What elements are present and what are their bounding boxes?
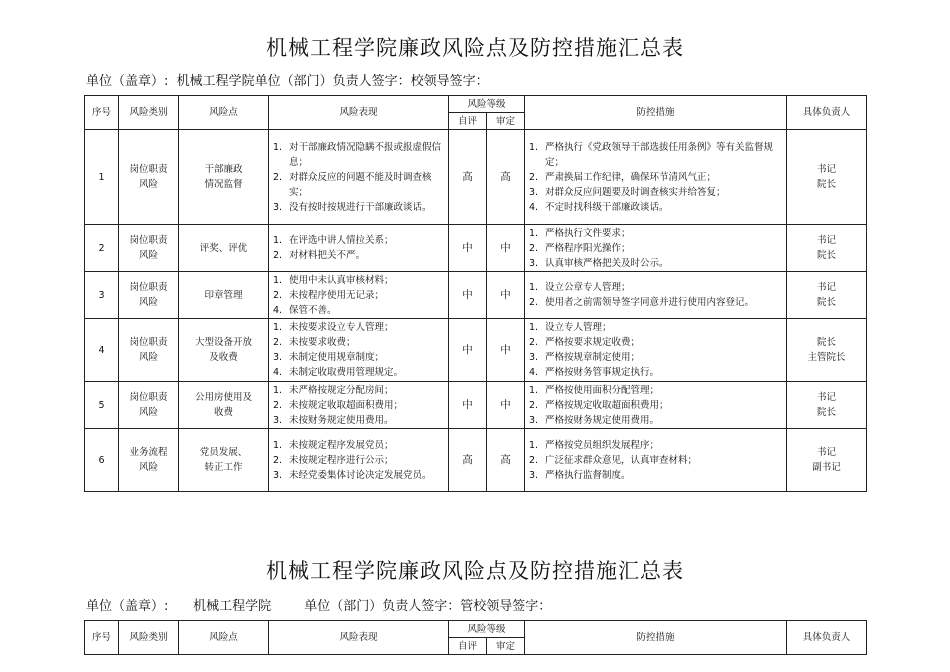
list-item bbox=[527, 170, 784, 185]
list-item-number: 1. bbox=[529, 384, 539, 396]
list-item-text: 未按程序使用无记录； bbox=[289, 289, 385, 301]
table-row bbox=[85, 319, 867, 382]
list-item-text: 严格按规章制定使用； bbox=[545, 352, 641, 363]
list-item bbox=[271, 288, 446, 303]
list-item bbox=[271, 350, 446, 365]
list-item-text: 未严格按规定分配房间； bbox=[289, 384, 394, 396]
list-item-number: 2. bbox=[273, 399, 283, 411]
row-seq: 5 bbox=[85, 382, 119, 429]
risk-manifestation bbox=[269, 382, 449, 429]
list-item-text: 严格按要求规定收费； bbox=[545, 337, 641, 348]
list-item-text: 对群众反应问题要及时调查核实并给答复； bbox=[545, 186, 726, 198]
responsible-person: 书记 院长 bbox=[787, 272, 867, 319]
list-item-text: 不定时找科级干部廉政谈话。 bbox=[545, 201, 669, 213]
risk-category: 岗位职责 风险 bbox=[119, 382, 179, 429]
list-item-number: 4. bbox=[273, 367, 283, 378]
list-item bbox=[271, 383, 446, 398]
list-item-number: 2. bbox=[529, 242, 539, 254]
list-item-text: 认真审核严格把关及时公示。 bbox=[545, 257, 669, 269]
list-item-number: 1. bbox=[273, 439, 283, 451]
self-evaluation-level: 高 bbox=[449, 429, 487, 492]
list-item-text: 严格按使用面积分配管理； bbox=[545, 384, 660, 396]
unit-signature-line: 单位（盖章）: 机械工程学院单位（部门）负责人签字：校领导签字： bbox=[86, 74, 489, 89]
header-review: 审定 bbox=[487, 113, 525, 130]
list-item bbox=[271, 200, 446, 215]
review-level: 中 bbox=[487, 225, 525, 272]
list-item-number: 2. bbox=[273, 289, 283, 301]
list-item bbox=[527, 280, 784, 295]
list-item-text: 设立专人管理； bbox=[545, 322, 612, 333]
list-item bbox=[271, 248, 446, 263]
list-item-number: 4. bbox=[529, 201, 539, 213]
risk-category: 岗位职责 风险 bbox=[119, 272, 179, 319]
list-item-number: 1. bbox=[529, 439, 539, 451]
responsible-person: 书记 院长 bbox=[787, 130, 867, 225]
list-item bbox=[527, 295, 784, 310]
risk-point: 干部廉政 情况监督 bbox=[179, 130, 269, 225]
prevention-measures bbox=[525, 272, 787, 319]
document-title-repeat: 机械工程学院廉政风险点及防控措施汇总表 bbox=[266, 559, 684, 583]
responsible-person: 书记 院长 bbox=[787, 225, 867, 272]
list-item-text: 未按要求设立专人管理； bbox=[289, 322, 394, 333]
list-item bbox=[527, 383, 784, 398]
list-item bbox=[271, 170, 446, 200]
row-seq: 2 bbox=[85, 225, 119, 272]
header-risk-category: 风险类别 bbox=[119, 96, 179, 130]
list-item-text: 严格程序阳光操作； bbox=[545, 242, 631, 254]
prevention-measures bbox=[525, 382, 787, 429]
header-prevention-measures: 防控措施 bbox=[525, 96, 787, 130]
list-item-text: 严格按规定收取超面积费用； bbox=[545, 399, 669, 411]
header-self-evaluation: 自评 bbox=[449, 113, 487, 130]
table-row bbox=[85, 429, 867, 492]
list-item-number: 3. bbox=[273, 352, 283, 363]
list-item-number: 1. bbox=[529, 227, 539, 239]
header-review: 审定 bbox=[487, 638, 525, 655]
risk-manifestation bbox=[269, 225, 449, 272]
list-item-number: 3. bbox=[529, 186, 539, 198]
list-item-text: 严格按财务规定使用费用。 bbox=[545, 414, 660, 426]
review-level: 中 bbox=[487, 382, 525, 429]
list-item bbox=[271, 365, 446, 380]
list-item-text: 严格按党员组织发展程序； bbox=[545, 439, 660, 451]
header-seq: 序号 bbox=[85, 96, 119, 130]
list-item-text: 未按财务规定使用费用。 bbox=[289, 414, 394, 426]
self-evaluation-level: 高 bbox=[449, 130, 487, 225]
prevention-measures bbox=[525, 319, 787, 382]
list-item bbox=[527, 140, 784, 170]
list-item-text: 严肃换届工作纪律，确保环节清风气正； bbox=[545, 171, 717, 183]
risk-category: 岗位职责 风险 bbox=[119, 319, 179, 382]
list-item-number: 1. bbox=[529, 282, 539, 293]
prevention-measures bbox=[525, 130, 787, 225]
header-seq: 序号 bbox=[85, 621, 119, 655]
list-item-number: 2. bbox=[529, 337, 539, 348]
list-item-text: 未按规定程序进行公示； bbox=[289, 454, 394, 466]
header-risk-point: 风险点 bbox=[179, 621, 269, 655]
list-item-text: 对材料把关不严。 bbox=[289, 250, 366, 261]
list-item bbox=[527, 365, 784, 380]
list-item-number: 3. bbox=[529, 352, 539, 363]
review-level: 中 bbox=[487, 319, 525, 382]
list-item-number: 2. bbox=[529, 454, 539, 466]
review-level: 高 bbox=[487, 429, 525, 492]
risk-point: 公用房使用及 收费 bbox=[179, 382, 269, 429]
list-item-number: 3. bbox=[529, 414, 539, 426]
table-row bbox=[85, 382, 867, 429]
list-item bbox=[527, 256, 784, 271]
list-item-text: 在评选中讲人情拉关系； bbox=[289, 235, 394, 246]
list-item-text: 使用中未认真审核材料； bbox=[289, 274, 394, 286]
list-item-number: 1. bbox=[273, 322, 283, 333]
list-item bbox=[271, 335, 446, 350]
list-item bbox=[527, 185, 784, 200]
list-item-text: 严格按财务管事规定执行。 bbox=[545, 367, 660, 378]
risk-summary-table bbox=[84, 95, 867, 492]
risk-point: 大型设备开放 及收费 bbox=[179, 319, 269, 382]
row-seq: 6 bbox=[85, 429, 119, 492]
list-item bbox=[271, 413, 446, 428]
document-title: 机械工程学院廉政风险点及防控措施汇总表 bbox=[266, 36, 684, 60]
unit-signature-line-repeat: 单位（盖章）: 机械工程学院 单位（部门）负责人签字：管校领导签字： bbox=[86, 599, 552, 614]
list-item bbox=[527, 335, 784, 350]
risk-point: 评奖、评优 bbox=[179, 225, 269, 272]
list-item bbox=[271, 233, 446, 248]
list-item-number: 1. bbox=[273, 141, 283, 153]
list-item-number: 3. bbox=[529, 469, 539, 481]
list-item-text: 未按要求收费； bbox=[289, 337, 356, 348]
list-item bbox=[527, 453, 784, 468]
header-responsible-person: 具体负责人 bbox=[787, 96, 867, 130]
table-row bbox=[85, 130, 867, 225]
self-evaluation-level: 中 bbox=[449, 382, 487, 429]
header-risk-level: 风险等级 bbox=[449, 621, 525, 638]
list-item-number: 2. bbox=[529, 171, 539, 183]
review-level: 高 bbox=[487, 130, 525, 225]
list-item-number: 2. bbox=[529, 297, 539, 308]
list-item-text: 未按规定收取超面积费用； bbox=[289, 399, 404, 411]
list-item bbox=[527, 398, 784, 413]
row-seq: 3 bbox=[85, 272, 119, 319]
self-evaluation-level: 中 bbox=[449, 225, 487, 272]
list-item bbox=[271, 303, 446, 318]
list-item bbox=[271, 438, 446, 453]
list-item-number: 2. bbox=[273, 250, 283, 261]
list-item-text: 广泛征求群众意见，认真审查材料； bbox=[545, 454, 698, 466]
header-risk-manifestation: 风险表现 bbox=[269, 96, 449, 130]
list-item bbox=[527, 413, 784, 428]
list-item bbox=[271, 398, 446, 413]
header-responsible-person: 具体负责人 bbox=[787, 621, 867, 655]
list-item-number: 4. bbox=[273, 304, 283, 316]
row-seq: 1 bbox=[85, 130, 119, 225]
risk-manifestation bbox=[269, 130, 449, 225]
list-item-text: 严格执行文件要求； bbox=[545, 227, 631, 239]
risk-category: 岗位职责 风险 bbox=[119, 225, 179, 272]
list-item-text: 没有按时按规进行干部廉政谈话。 bbox=[289, 201, 432, 213]
header-risk-manifestation: 风险表现 bbox=[269, 621, 449, 655]
list-item-text: 保管不善。 bbox=[289, 304, 337, 316]
list-item bbox=[271, 453, 446, 468]
risk-point: 党员发展、 转正工作 bbox=[179, 429, 269, 492]
list-item-text: 对群众反应的问题不能及时调查核实； bbox=[289, 171, 432, 198]
list-item-number: 1. bbox=[529, 141, 539, 153]
responsible-person: 院长 主管院长 bbox=[787, 319, 867, 382]
list-item-number: 2. bbox=[273, 171, 283, 183]
list-item-number: 3. bbox=[529, 257, 539, 269]
list-item bbox=[527, 468, 784, 483]
list-item-number: 1. bbox=[529, 322, 539, 333]
list-item bbox=[527, 350, 784, 365]
responsible-person: 书记 副书记 bbox=[787, 429, 867, 492]
list-item bbox=[527, 320, 784, 335]
list-item-text: 设立公章专人管理； bbox=[545, 282, 631, 293]
self-evaluation-level: 中 bbox=[449, 319, 487, 382]
responsible-person: 书记 院长 bbox=[787, 382, 867, 429]
risk-summary-table-repeat bbox=[84, 620, 867, 655]
list-item-number: 2. bbox=[529, 399, 539, 411]
list-item-number: 3. bbox=[273, 469, 283, 481]
list-item-text: 严格执行监督制度。 bbox=[545, 469, 631, 481]
list-item-number: 2. bbox=[273, 454, 283, 466]
list-item-text: 未按规定程序发展党员； bbox=[289, 439, 394, 451]
row-seq: 4 bbox=[85, 319, 119, 382]
risk-manifestation bbox=[269, 272, 449, 319]
list-item-number: 4. bbox=[529, 367, 539, 378]
list-item-number: 1. bbox=[273, 274, 283, 286]
list-item-number: 3. bbox=[273, 201, 283, 213]
table-row bbox=[85, 272, 867, 319]
header-risk-level: 风险等级 bbox=[449, 96, 525, 113]
list-item-number: 3. bbox=[273, 414, 283, 426]
list-item-text: 未制定使用规章制度； bbox=[289, 352, 385, 363]
list-item-number: 2. bbox=[273, 337, 283, 348]
list-item bbox=[527, 200, 784, 215]
list-item-number: 1. bbox=[273, 384, 283, 396]
list-item bbox=[271, 468, 446, 483]
review-level: 中 bbox=[487, 272, 525, 319]
list-item bbox=[527, 226, 784, 241]
list-item-text: 未制定收取费用管理规定。 bbox=[289, 367, 404, 378]
risk-manifestation bbox=[269, 319, 449, 382]
list-item-text: 未经党委集体讨论决定发展党员。 bbox=[289, 469, 432, 481]
risk-category: 业务流程 风险 bbox=[119, 429, 179, 492]
header-risk-category: 风险类别 bbox=[119, 621, 179, 655]
header-prevention-measures: 防控措施 bbox=[525, 621, 787, 655]
list-item-text: 使用者之前需领导签字同意并进行使用内容登记。 bbox=[545, 297, 755, 308]
list-item-text: 严格执行《党政领导干部选拔任用条例》等有关监督规定； bbox=[545, 141, 774, 168]
risk-manifestation bbox=[269, 429, 449, 492]
list-item bbox=[271, 140, 446, 170]
list-item-number: 1. bbox=[273, 235, 283, 246]
header-risk-point: 风险点 bbox=[179, 96, 269, 130]
prevention-measures bbox=[525, 225, 787, 272]
header-self-evaluation: 自评 bbox=[449, 638, 487, 655]
list-item bbox=[527, 438, 784, 453]
list-item bbox=[527, 241, 784, 256]
risk-point: 印章管理 bbox=[179, 272, 269, 319]
self-evaluation-level: 中 bbox=[449, 272, 487, 319]
risk-category: 岗位职责 风险 bbox=[119, 130, 179, 225]
list-item bbox=[271, 320, 446, 335]
list-item-text: 对干部廉政情况隐瞒不报或报虚假信息； bbox=[289, 141, 442, 168]
prevention-measures bbox=[525, 429, 787, 492]
table-row bbox=[85, 225, 867, 272]
list-item bbox=[271, 273, 446, 288]
